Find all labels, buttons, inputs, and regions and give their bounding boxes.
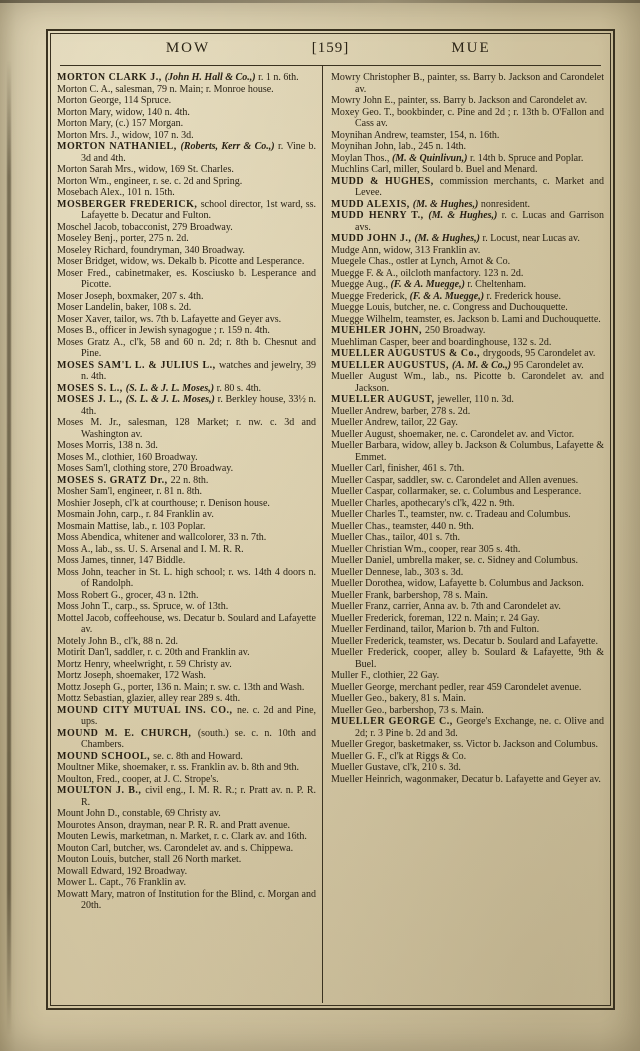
entry-text: Morton C. A., salesman, 79 n. Main; r. Monroe house. xyxy=(57,83,274,95)
entry-text: Mueller Frederick, teamster, ws. Decatur b. Soulard and Lafayette. xyxy=(331,635,598,647)
directory-entry xyxy=(57,130,316,142)
entry-firm-italic: (A. M. & Co.,) xyxy=(451,359,514,371)
directory-entry xyxy=(331,578,604,590)
entry-name-bold: MUELLER AUGUST, xyxy=(331,394,438,405)
entry-text: Mueller Gregor, basketmaker, ss. Victor b. Jackson and Columbus. xyxy=(331,739,598,750)
directory-entry xyxy=(57,463,316,475)
directory-entry xyxy=(57,486,316,498)
entry-text: Mouton Louis, butcher, stall 26 North market. xyxy=(57,854,242,865)
entry-text: Mueller Daniel, umbrella maker, se. c. Sidney and Columbus. xyxy=(331,555,579,566)
entry-name-bold: MOSBERGER FREDERICK, xyxy=(57,198,201,210)
entry-text: r. 1 n. 6th. xyxy=(258,72,299,83)
directory-entry xyxy=(331,751,604,763)
entry-text: Moser Xaver, tailor, ws. 7th b. Lafayette and Geyer avs. xyxy=(57,313,282,325)
directory-entry xyxy=(331,302,604,314)
directory-entry xyxy=(331,417,604,429)
directory-entry xyxy=(331,521,604,533)
entry-text: r. 80 s. 4th. xyxy=(216,382,262,394)
directory-entry xyxy=(331,682,604,694)
book-binding-edge-shadow xyxy=(7,60,11,1035)
entry-text: Moultner Mike, shoemaker, r. ss. Franklin av. b. 8th and 9th. xyxy=(57,762,299,773)
directory-entry xyxy=(57,693,316,705)
entry-text: Mottz Sebastian, glazier, alley rear 289 s. 4th. xyxy=(57,693,241,704)
entry-text: Mueller August, shoemaker, ne. c. Carondelet av. and Victor. xyxy=(331,428,575,440)
entry-text: Moss John T., carp., ss. Spruce, w. of 13th. xyxy=(57,601,229,612)
entry-text: drygoods, 95 Carondelet av. xyxy=(483,348,596,359)
directory-column-left xyxy=(57,72,316,1003)
directory-entry xyxy=(331,601,604,613)
entry-text: Mueller Caspar, saddler, sw. c. Carondelet and Allen avenues. xyxy=(331,474,579,486)
entry-name-bold: MUDD & HUGHES, xyxy=(331,175,440,187)
directory-entry xyxy=(331,613,604,625)
entry-text: Moss Robert G., grocer, 43 n. 12th. xyxy=(57,589,199,601)
directory-entry xyxy=(57,383,316,395)
directory-entry xyxy=(331,371,604,394)
entry-text: Mueller Dennese, lab., 303 s. 3d. xyxy=(331,566,464,578)
entry-firm-italic: (Roberts, Kerr & Co.,) xyxy=(180,141,278,152)
directory-entry xyxy=(331,153,604,165)
directory-entry xyxy=(57,670,316,682)
directory-entry xyxy=(331,705,604,717)
entry-firm-italic: (S. L. & J. L. Moses,) xyxy=(125,394,218,405)
entry-text: Mueller Barbara, widow, alley b. Jackson & Columbus, Lafayette & Emmet. xyxy=(331,440,604,463)
entry-name-bold: MUELLER AUGUSTUS & Co., xyxy=(331,348,484,359)
entry-text: Mottel Jacob, coffeehouse, ws. Decatur b. Soulard and Lafayette av. xyxy=(57,612,316,635)
entry-text: Mouten Lewis, marketman, n. Market, r. c. Clark av. and 16th. xyxy=(57,831,307,842)
entry-text: Mortz Henry, wheelwright, r. 59 Christy av. xyxy=(57,658,232,670)
directory-entry xyxy=(57,647,316,659)
directory-entry xyxy=(331,636,604,648)
directory-entry xyxy=(331,394,604,406)
entry-text: Mueller August Wm., lab., ns. Picotte b. Carondelet av. and Jackson. xyxy=(331,371,604,394)
entry-text: school director, 1st ward, ss. Lafayette b. Decatur and Fulton. xyxy=(81,198,316,221)
entry-text: Mueller Geo., bakery, 81 s. Main. xyxy=(331,693,466,704)
entry-firm-italic: (M. & Hughes,) xyxy=(428,210,502,221)
entry-text: Moses Morris, 138 n. 3d. xyxy=(57,440,158,451)
entry-text: Muegge Louis, butcher, ne. c. Congress and Duchouquette. xyxy=(331,302,568,313)
directory-entry xyxy=(57,95,316,107)
directory-entry xyxy=(57,337,316,360)
entry-text: Moser Landelin, baker, 108 s. 2d. xyxy=(57,302,192,313)
directory-entry xyxy=(57,613,316,636)
entry-text: Moss Abendica, whitener and wallcolorer, 33 n. 7th. xyxy=(57,532,267,543)
entry-text: Motely John B., cl'k, 88 n. 2d. xyxy=(57,635,178,647)
directory-entry xyxy=(57,417,316,440)
directory-entry xyxy=(331,590,604,602)
entry-text: Moseley Benj., porter, 275 n. 2d. xyxy=(57,233,189,244)
entry-name-bold: MOULTON J. B., xyxy=(57,785,146,796)
entry-text: Motirit Dan'l, saddler, r. c. 20th and Franklin av. xyxy=(57,647,250,658)
entry-text: Mosebach Alex., 101 n. 15th. xyxy=(57,187,175,198)
directory-entry xyxy=(57,245,316,257)
directory-entry xyxy=(331,348,604,360)
entry-text: Mueller Charles, apothecary's cl'k, 422 n. 9th. xyxy=(331,497,515,509)
directory-entry xyxy=(57,590,316,602)
entry-text: Moynihan Andrew, teamster, 154, n. 16th. xyxy=(331,129,500,141)
entry-text: Mowry John E., painter, ss. Barry b. Jackson and Carondelet av. xyxy=(331,95,588,106)
directory-entry xyxy=(57,808,316,820)
entry-name-bold: MOSES S. L., xyxy=(57,382,126,394)
entry-text: Mueller Geo., barbershop, 73 s. Main. xyxy=(331,704,484,716)
entry-text: commission merchants, c. Market and Levee. xyxy=(355,175,604,198)
entry-text: Moses B., officer in Jewish synagogue ; r. 159 n. 4th. xyxy=(57,325,270,336)
entry-text: Morton George, 114 Spruce. xyxy=(57,95,172,106)
directory-entry xyxy=(331,624,604,636)
entry-text: Morton Mary, (c.) 157 Morgan. xyxy=(57,118,184,129)
directory-entry xyxy=(331,233,604,245)
directory-entry xyxy=(57,555,316,567)
directory-entry xyxy=(57,291,316,303)
entry-name-bold: MOSES SAM'L L. & JULIUS L., xyxy=(57,359,219,371)
directory-entry xyxy=(57,141,316,164)
directory-entry xyxy=(57,889,316,912)
directory-entry xyxy=(331,463,604,475)
directory-entry xyxy=(57,360,316,383)
directory-entry xyxy=(331,72,604,95)
directory-entry xyxy=(57,820,316,832)
directory-entry xyxy=(331,325,604,337)
directory-entry xyxy=(331,95,604,107)
entry-text: Mueller Dorothea, widow, Lafayette b. Columbus and Jackson. xyxy=(331,578,584,589)
directory-entry xyxy=(57,233,316,245)
directory-entry xyxy=(331,164,604,176)
entry-name-bold: MOSES J. L., xyxy=(57,394,126,405)
directory-entry xyxy=(57,84,316,96)
entry-firm-italic: (F. & A. Muegge,) xyxy=(390,279,468,290)
entry-text: Moss John, teacher in St. L. high school; r. ws. 14th 4 doors n. of Randolph. xyxy=(57,566,316,589)
entry-firm-italic: (F. & A. Muegge,) xyxy=(409,290,487,302)
entry-name-bold: MUELLER GEORGE C., xyxy=(331,716,457,727)
directory-entry xyxy=(57,509,316,521)
entry-firm-italic: (M. & Hughes,) xyxy=(414,233,483,244)
directory-entry xyxy=(331,130,604,142)
entry-text: Mudge Ann, widow, 313 Franklin av. xyxy=(331,244,481,256)
directory-entry xyxy=(57,107,316,119)
directory-entry xyxy=(331,291,604,303)
entry-text: se. c. 8th and Howard. xyxy=(153,750,243,762)
entry-text: civil eng., I. M. R. R.; r. Pratt av. n. P. R. R. xyxy=(81,785,316,808)
entry-text: Moser Joseph, boxmaker, 207 s. 4th. xyxy=(57,290,204,302)
entry-text: Mouton Carl, butcher, ws. Carondelet av. and s. Chippewa. xyxy=(57,842,294,854)
entry-firm-italic: (M. & Quinlivun,) xyxy=(391,152,471,164)
directory-entry xyxy=(57,705,316,728)
directory-entry xyxy=(57,268,316,291)
header-guide-word-right: MUE xyxy=(451,40,491,56)
entry-text: Morton Mrs. J., widow, 107 n. 3d. xyxy=(57,129,194,141)
directory-entry xyxy=(331,693,604,705)
entry-text: Moylan Thos., xyxy=(331,152,392,164)
entry-text: Muegge Frederick, xyxy=(331,290,410,302)
entry-firm-italic: (M. & Hughes,) xyxy=(412,198,481,210)
entry-text: 250 Broadway. xyxy=(424,325,486,336)
entry-text: Muegge Wilhelm, teamster, es. Jackson b. Lami and Duchouquette. xyxy=(331,313,601,325)
column-divider-rule xyxy=(322,65,323,1003)
directory-entry xyxy=(57,440,316,452)
directory-entry xyxy=(331,670,604,682)
entry-text: Muegele Chas., ostler at Lynch, Arnot & Co. xyxy=(331,256,511,267)
directory-entry xyxy=(57,866,316,878)
entry-name-bold: MOUND M. E. CHURCH, xyxy=(57,727,198,739)
entry-text: Muegge Aug., xyxy=(331,279,391,290)
directory-entry xyxy=(331,279,604,291)
entry-text: Morton Mary, widow, 140 n. 4th. xyxy=(57,106,190,118)
directory-entry xyxy=(57,877,316,889)
directory-entry xyxy=(57,682,316,694)
entry-text: Mower L. Capt., 76 Franklin av. xyxy=(57,877,187,888)
directory-entry xyxy=(57,567,316,590)
entry-text: Mueller Franz, carrier, Anna av. b. 7th and Carondelet av. xyxy=(331,601,561,612)
directory-entry xyxy=(57,199,316,222)
directory-entry xyxy=(57,762,316,774)
entry-text: Mosmain Mattise, lab., r. 103 Poplar. xyxy=(57,520,206,532)
directory-entry xyxy=(57,302,316,314)
entry-name-bold: MUEHLER JOHN, xyxy=(331,325,425,336)
entry-text: Mottz Joseph G., porter, 136 n. Main; r. sw. c. 13th and Wash. xyxy=(57,681,305,693)
entry-name-bold: MUDD JOHN J., xyxy=(331,233,415,244)
page-header xyxy=(48,31,613,64)
directory-entry xyxy=(57,544,316,556)
directory-entry xyxy=(57,394,316,417)
directory-entry xyxy=(57,118,316,130)
entry-text: r. 14th b. Spruce and Poplar. xyxy=(470,152,584,164)
directory-entry xyxy=(331,406,604,418)
directory-entry xyxy=(57,72,316,84)
entry-text: nonresident. xyxy=(480,198,531,210)
entry-name-bold: MUDD HENRY T., xyxy=(331,210,429,221)
directory-entry xyxy=(57,176,316,188)
directory-entry xyxy=(331,647,604,670)
directory-entry xyxy=(57,774,316,786)
directory-entry xyxy=(331,141,604,153)
entry-text: Moss James, tinner, 147 Biddle. xyxy=(57,555,186,566)
entry-text: Muegge F. & A., oilcloth manfactory. 123 n. 2d. xyxy=(331,267,524,279)
entry-text: Morton Sarah Mrs., widow, 169 St. Charles. xyxy=(57,164,234,175)
entry-text: Mueller Christian Wm., cooper, rear 305 s. 4th. xyxy=(331,543,521,555)
entry-text: Mueller Heinrich, wagonmaker, Decatur b. Lafayette and Geyer av. xyxy=(331,773,601,785)
directory-entry xyxy=(57,751,316,763)
directory-entry xyxy=(57,314,316,326)
entry-text: Mosmain John, carp., r. 84 Franklin av. xyxy=(57,509,214,520)
entry-text: Mueller G. F., cl'k at Riggs & Co. xyxy=(331,750,467,762)
entry-text: Mueller Frank, barbershop, 78 s. Main. xyxy=(331,589,488,601)
entry-text: Mount John D., constable, 69 Christy av. xyxy=(57,808,221,819)
entry-text: Moxey Geo. T., bookbinder, c. Pine and 2d ; r. 13th b. O'Fallon and Cass av. xyxy=(331,106,604,129)
entry-text: jeweller, 110 n. 3d. xyxy=(437,394,514,405)
entry-text: Muller F., clothier, 22 Gay. xyxy=(331,670,440,681)
entry-text: Moses M. Jr., salesman, 128 Market; r. nw. c. 3d and Washington av. xyxy=(57,417,316,440)
directory-entry xyxy=(57,325,316,337)
directory-entry xyxy=(57,452,316,464)
directory-entry xyxy=(57,831,316,843)
entry-text: Moulton, Fred., cooper, at J. C. Strope's. xyxy=(57,773,219,785)
entry-text: Mueller Gustave, cl'k, 210 s. 3d. xyxy=(331,762,461,773)
entry-text: Moses Sam'l, clothing store, 270 Broadway. xyxy=(57,463,234,474)
entry-text: Moseley Richard, foundryman, 340 Broadway. xyxy=(57,244,245,256)
entry-text: Mosher Sam'l, engineer, r. 81 n. 8th. xyxy=(57,486,202,497)
entry-text: Mueller George, merchant pedler, rear 459 Carondelet avenue. xyxy=(331,681,582,693)
entry-text: Mueller Andrew, barber, 278 s. 2d. xyxy=(331,405,471,417)
entry-text: r. Cheltenham. xyxy=(467,279,527,290)
directory-entry xyxy=(331,486,604,498)
directory-entry xyxy=(331,475,604,487)
entry-text: ne. c. 2d and Pine, ups. xyxy=(81,704,316,727)
entry-firm-italic: (S. L. & J. L. Moses,) xyxy=(125,382,217,394)
entry-text: Moser Fred., cabinetmaker, es. Kosciusko b. Lesperance and Picotte. xyxy=(57,267,316,290)
directory-entry xyxy=(57,222,316,234)
directory-entry xyxy=(57,843,316,855)
header-page-number: [159] xyxy=(311,40,350,56)
entry-text: Mourotes Anson, drayman, near P. R. R. and Pratt avenue. xyxy=(57,819,291,831)
directory-entry xyxy=(331,360,604,372)
directory-entry xyxy=(331,256,604,268)
directory-entry xyxy=(331,498,604,510)
entry-text: Mueller Chas., tailor, 401 s. 7th. xyxy=(331,532,461,543)
directory-entry xyxy=(57,498,316,510)
directory-entry xyxy=(57,187,316,199)
directory-entry xyxy=(331,337,604,349)
entry-text: r. Frederick house. xyxy=(486,290,561,302)
entry-text: Moss A., lab., ss. U. S. Arsenal and I. M. R. R. xyxy=(57,543,244,555)
directory-entry xyxy=(57,785,316,808)
directory-entry xyxy=(57,636,316,648)
entry-name-bold: MORTON CLARK J., xyxy=(57,72,165,83)
entry-name-bold: MUDD ALEXIS, xyxy=(331,198,413,210)
entry-text: Mowry Christopher B., painter, ss. Barry b. Jackson and Carondelet av. xyxy=(331,72,604,95)
header-rule xyxy=(60,65,601,66)
directory-entry xyxy=(331,509,604,521)
entry-text: 95 Carondelet av. xyxy=(513,359,584,371)
directory-entry xyxy=(331,314,604,326)
directory-column-right xyxy=(331,72,604,1003)
entry-text: 22 n. 8th. xyxy=(170,474,209,486)
entry-text: Mueller Carl, finisher, 461 s. 7th. xyxy=(331,463,465,474)
entry-text: r. Berkley house, 33½ n. 4th. xyxy=(81,394,316,417)
entry-text: r. Vine b. 3d and 4th. xyxy=(81,141,316,164)
directory-entry xyxy=(57,601,316,613)
directory-entry xyxy=(331,739,604,751)
directory-entry xyxy=(331,440,604,463)
entry-name-bold: MOUND SCHOOL, xyxy=(57,750,154,762)
entry-text: Mueller Ferdinand, tailor, Marion b. 7th and Fulton. xyxy=(331,624,540,635)
directory-entry xyxy=(331,762,604,774)
entry-text: Mueller Chas., teamster, 440 n. 9th. xyxy=(331,520,474,532)
directory-entry xyxy=(331,199,604,211)
entry-text: Mowatt Mary, matron of Institution for the Blind, c. Morgan and 20th. xyxy=(57,888,316,911)
entry-text: Moschel Jacob, tobacconist, 279 Broadway. xyxy=(57,221,233,233)
entry-text: Morton Wm., engineer, r. se. c. 2d and Spring. xyxy=(57,175,243,187)
directory-entry xyxy=(331,532,604,544)
directory-entry xyxy=(57,854,316,866)
entry-text: (south.) se. c. n. 10th and Chambers. xyxy=(81,727,316,750)
entry-text: Moynihan John, lab., 245 n. 14th. xyxy=(331,141,466,152)
entry-text: George's Exchange, ne. c. Olive and 2d; r. 3 Pine b. 2d and 3d. xyxy=(355,716,604,739)
directory-entry xyxy=(57,532,316,544)
entry-text: Mueller Frederick, foreman, 122 n. Main; r. 24 Gay. xyxy=(331,612,540,624)
entry-text: r. Locust, near Lucas av. xyxy=(482,233,580,244)
entry-text: Mueller Frederick, cooper, alley b. Soulard & Lafayette, 9th & Buel. xyxy=(331,647,604,670)
directory-entry xyxy=(331,245,604,257)
entry-text: Mueller Andrew, tailor, 22 Gay. xyxy=(331,417,458,428)
entry-name-bold: MOSES S. GRATZ Dr., xyxy=(57,474,171,486)
page-frame xyxy=(46,29,615,1010)
directory-entry xyxy=(331,210,604,233)
entry-name-bold: MUELLER AUGUSTUS, xyxy=(331,359,452,371)
directory-entry xyxy=(57,521,316,533)
directory-entry xyxy=(57,475,316,487)
entry-text: r. c. Lucas and Garrison avs. xyxy=(355,210,604,233)
directory-entry xyxy=(57,728,316,751)
directory-entry xyxy=(331,107,604,130)
directory-entry xyxy=(57,256,316,268)
entry-text: Muchlins Carl, miller, Soulard b. Buel and Menard. xyxy=(331,164,538,175)
directory-entry xyxy=(331,176,604,199)
directory-entry xyxy=(331,774,604,786)
directory-entry xyxy=(57,659,316,671)
directory-entry xyxy=(331,544,604,556)
entry-text: Mowall Edward, 192 Broadway. xyxy=(57,865,188,877)
scan-top-edge xyxy=(0,0,640,3)
entry-text: watches and jewelry, 39 n. 4th. xyxy=(81,359,316,382)
entry-name-bold: MORTON NATHANIEL, xyxy=(57,141,181,152)
entry-name-bold: MOUND CITY MUTUAL INS. CO., xyxy=(57,704,237,716)
directory-entry xyxy=(57,164,316,176)
directory-entry xyxy=(331,555,604,567)
entry-text: Moses Gratz A., cl'k, 58 and 60 n. 2d; r. 8th b. Chesnut and Pine. xyxy=(57,336,316,359)
directory-entry xyxy=(331,429,604,441)
entry-text: Moser Bridget, widow, ws. Dekalb b. Picotte and Lesperance. xyxy=(57,256,305,267)
entry-text: Mueller Caspar, collarmaker, se. c. Columbus and Lesperance. xyxy=(331,486,582,497)
header-guide-word-left: MOW xyxy=(165,40,211,56)
entry-text: Mortz Joseph, shoemaker, 172 Wash. xyxy=(57,670,206,681)
entry-text: Muehliman Casper, beer and boardinghouse, 132 s. 2d. xyxy=(331,336,552,348)
entry-text: Moshier Joseph, cl'k at courthouse; r. Denison house. xyxy=(57,497,270,509)
entry-text: Mueller Charles T., teamster, nw. c. Tradeau and Columbus. xyxy=(331,509,571,520)
directory-entry xyxy=(331,567,604,579)
entry-firm-italic: (John H. Hall & Co.,) xyxy=(164,72,259,83)
directory-entry xyxy=(331,268,604,280)
entry-text: Moses M., clothier, 160 Broadway. xyxy=(57,451,198,463)
directory-entry xyxy=(331,716,604,739)
